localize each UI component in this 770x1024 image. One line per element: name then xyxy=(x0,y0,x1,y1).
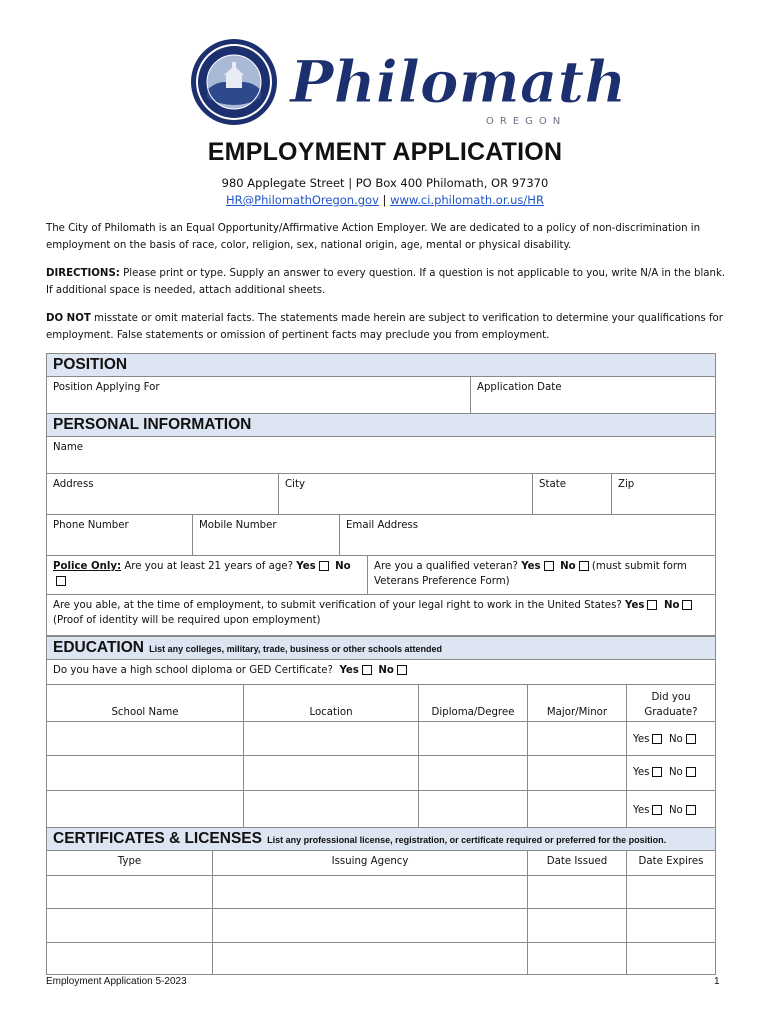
cert-col-type: Type xyxy=(46,850,213,876)
edu-major-cell[interactable] xyxy=(527,790,627,828)
police-age-question xyxy=(46,555,368,595)
donot-label: DO NOT xyxy=(46,313,91,324)
position-heading: POSITION xyxy=(53,356,128,373)
edu-location-cell[interactable] xyxy=(243,790,419,828)
education-subheading: List any colleges, military, trade, business or other schools attended xyxy=(149,644,443,654)
legal-yes-checkbox[interactable] xyxy=(647,600,657,610)
diploma-no-checkbox[interactable] xyxy=(397,665,407,675)
cert-issued-cell[interactable] xyxy=(527,942,627,975)
contact-separator: | xyxy=(382,193,387,207)
email-link[interactable]: HR@PhilomathOregon.gov xyxy=(226,193,379,207)
state-field[interactable] xyxy=(532,473,612,515)
cert-col-issued: Date Issued xyxy=(527,850,627,876)
logo-word-text: Philomath xyxy=(290,48,627,116)
mobile-field[interactable] xyxy=(192,514,340,556)
diploma-yes-label: Yes xyxy=(339,665,359,676)
edu-school-cell[interactable] xyxy=(46,721,244,756)
cert-issued-cell[interactable] xyxy=(527,875,627,909)
personal-heading: PERSONAL INFORMATION xyxy=(53,416,252,433)
zip-label: Zip xyxy=(618,479,635,490)
legal-no-checkbox[interactable] xyxy=(682,600,692,610)
grad-no-checkbox[interactable] xyxy=(686,805,696,815)
cert-col-agency: Issuing Agency xyxy=(212,850,528,876)
cert-type-cell[interactable] xyxy=(46,942,213,975)
edu-diploma-cell[interactable] xyxy=(418,790,528,828)
legal-work-note: (Proof of identity will be required upon employment) xyxy=(53,615,321,626)
position-applying-label: Position Applying For xyxy=(53,382,160,393)
position-applying-field[interactable] xyxy=(46,376,471,414)
certificates-subheading: List any professional license, registration, or certificate required or preferred for the position. xyxy=(267,835,667,845)
police-no-label: No xyxy=(335,561,351,572)
address-label: Address xyxy=(53,479,94,490)
grad-no-checkbox[interactable] xyxy=(686,767,696,777)
cert-agency-cell[interactable] xyxy=(212,908,528,943)
donot-body: misstate or omit material facts. The statements made herein are subject to verification to determine your qualifications for employment. False statements or omission of pertinent facts may preclude you from employment. xyxy=(46,313,723,341)
city-seal-logo xyxy=(190,38,278,126)
zip-field[interactable] xyxy=(611,473,716,515)
grad-yes-label: Yes xyxy=(633,734,650,745)
veteran-text: Are you a qualified veteran? xyxy=(374,561,518,572)
phone-label: Phone Number xyxy=(53,520,129,531)
edu-graduate-cell xyxy=(626,721,716,756)
veteran-yes-checkbox[interactable] xyxy=(544,561,554,571)
diploma-question xyxy=(46,659,716,685)
diploma-text: Do you have a high school diploma or GED Certificate? xyxy=(53,665,333,676)
edu-diploma-cell[interactable] xyxy=(418,755,528,791)
application-date-field[interactable] xyxy=(470,376,716,414)
edu-school-cell[interactable] xyxy=(46,790,244,828)
edu-col-major: Major/Minor xyxy=(527,684,627,722)
mobile-label: Mobile Number xyxy=(199,520,277,531)
name-label: Name xyxy=(53,442,84,453)
email-label: Email Address xyxy=(346,520,419,531)
edu-location-cell[interactable] xyxy=(243,721,419,756)
veteran-yes-label: Yes xyxy=(521,561,541,572)
grad-no-label: No xyxy=(668,734,683,745)
police-yes-label: Yes xyxy=(296,561,316,572)
section-certificates-header xyxy=(46,827,716,851)
logo-sub-text: OREGON xyxy=(486,116,567,127)
cert-issued-cell[interactable] xyxy=(527,908,627,943)
eeo-statement: The City of Philomath is an Equal Opportunity/Affirmative Action Employer. We are dedicated to a policy of non-discrimination in employment on the basis of race, color, religion, sex, national origin, age, mental or physical disability. xyxy=(46,223,701,251)
grad-no-label: No xyxy=(668,805,683,816)
grad-yes-checkbox[interactable] xyxy=(652,767,662,777)
cert-expires-cell[interactable] xyxy=(626,942,716,975)
edu-graduate-cell xyxy=(626,755,716,791)
directions-text xyxy=(46,265,730,299)
education-heading: EDUCATION xyxy=(53,639,144,656)
legal-work-question xyxy=(46,594,716,636)
philomath-wordmark-logo xyxy=(286,40,627,130)
cert-type-cell[interactable] xyxy=(46,908,213,943)
page-number: 1 xyxy=(714,976,720,987)
contact-line xyxy=(0,193,770,207)
grad-no-checkbox[interactable] xyxy=(686,734,696,744)
edu-col-school: School Name xyxy=(46,684,244,722)
name-field[interactable] xyxy=(46,436,716,474)
donot-text xyxy=(46,310,730,344)
certificates-heading: CERTIFICATES & LICENSES xyxy=(53,830,262,847)
cert-agency-cell[interactable] xyxy=(212,942,528,975)
email-field[interactable] xyxy=(339,514,716,556)
address-line: 980 Applegate Street | PO Box 400 Philomath, OR 97370 xyxy=(221,176,549,190)
legal-yes-label: Yes xyxy=(625,600,645,611)
directions-body: Please print or type. Supply an answer to every question. If a question is not applicable to you, write N/A in the blank. If additional space is needed, attach additional sheets. xyxy=(46,268,726,296)
legal-no-label: No xyxy=(663,600,680,611)
grad-yes-label: Yes xyxy=(633,805,650,816)
veteran-note: (must submit form Veterans Preference Form) xyxy=(374,561,687,587)
section-position-header xyxy=(46,353,716,377)
edu-col-diploma: Diploma/Degree xyxy=(418,684,528,722)
diploma-yes-checkbox[interactable] xyxy=(362,665,372,675)
cert-expires-cell[interactable] xyxy=(626,908,716,943)
edu-diploma-cell[interactable] xyxy=(418,721,528,756)
edu-col-graduate: Did you Graduate? xyxy=(626,684,716,722)
address-field[interactable] xyxy=(46,473,279,515)
state-label: State xyxy=(539,479,566,490)
application-date-label: Application Date xyxy=(477,382,562,393)
page-title: EMPLOYMENT APPLICATION xyxy=(207,138,563,166)
phone-field[interactable] xyxy=(46,514,193,556)
police-age-text: Are you at least 21 years of age? xyxy=(121,561,293,572)
police-yes-checkbox[interactable] xyxy=(319,561,329,571)
section-education-header xyxy=(46,636,716,660)
veteran-no-label: No xyxy=(560,561,576,572)
edu-major-cell[interactable] xyxy=(527,721,627,756)
edu-major-cell[interactable] xyxy=(527,755,627,791)
directions-label: DIRECTIONS: xyxy=(46,268,120,279)
edu-school-cell[interactable] xyxy=(46,755,244,791)
cert-expires-cell[interactable] xyxy=(626,875,716,909)
legal-work-text: Are you able, at the time of employment, to submit verification of your legal right to work in the United States? xyxy=(53,600,622,611)
edu-location-cell[interactable] xyxy=(243,755,419,791)
city-field[interactable] xyxy=(278,473,533,515)
veteran-no-checkbox[interactable] xyxy=(579,561,589,571)
grad-yes-checkbox[interactable] xyxy=(652,734,662,744)
footer-form-id: Employment Application 5-2023 xyxy=(46,976,187,987)
veteran-question xyxy=(367,555,716,595)
city-label: City xyxy=(285,479,305,490)
edu-graduate-cell xyxy=(626,790,716,828)
grad-yes-checkbox[interactable] xyxy=(652,805,662,815)
cert-col-expires: Date Expires xyxy=(626,850,716,876)
section-personal-header xyxy=(46,413,716,437)
diploma-no-label: No xyxy=(378,665,394,676)
grad-no-label: No xyxy=(668,767,683,778)
police-only-label: Police Only: xyxy=(53,561,122,572)
edu-col-location: Location xyxy=(243,684,419,722)
cert-agency-cell[interactable] xyxy=(212,875,528,909)
police-no-checkbox[interactable] xyxy=(56,576,66,586)
cert-type-cell[interactable] xyxy=(46,875,213,909)
website-link[interactable]: www.ci.philomath.or.us/HR xyxy=(390,193,544,207)
grad-yes-label: Yes xyxy=(633,767,650,778)
